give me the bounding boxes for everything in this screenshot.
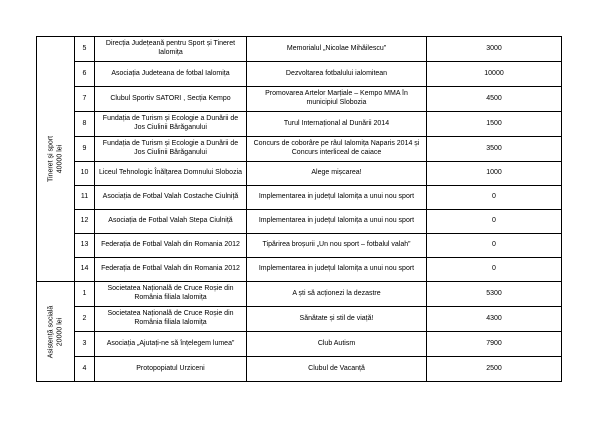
grants-table (36, 36, 562, 382)
organization-cell: Liceul Tehnologic Înălțarea Domnului Slobozia (95, 162, 247, 186)
project-cell: Turul Internațional al Dunării 2014 (247, 112, 427, 137)
category-name: Tineret și sport (46, 135, 54, 183)
table-row (37, 162, 562, 186)
table-row (37, 137, 562, 162)
organization-cell: Clubul Sportiv SATORI , Secția Kempo (95, 87, 247, 112)
amount-cell: 5300 (427, 282, 562, 307)
table-row (37, 210, 562, 234)
amount-cell: 0 (427, 186, 562, 210)
project-cell: Tipărirea broșurii „Un nou sport – fotbalul valah” (247, 234, 427, 258)
row-number: 8 (75, 112, 95, 137)
amount-cell: 0 (427, 234, 562, 258)
row-number: 14 (75, 258, 95, 282)
row-number: 7 (75, 87, 95, 112)
organization-cell: Federația de Fotbal Valah din Romania 2012 (95, 258, 247, 282)
row-number: 2 (75, 307, 95, 332)
row-number: 6 (75, 62, 95, 87)
table-row (37, 234, 562, 258)
amount-cell: 0 (427, 210, 562, 234)
table-row (37, 307, 562, 332)
amount-cell: 1500 (427, 112, 562, 137)
category-cell (37, 282, 75, 382)
project-cell: A ști să acționezi la dezastre (247, 282, 427, 307)
organization-cell: Fundația de Turism și Ecologie a Dunării de Jos Ciulinii Bărăganului (95, 137, 247, 162)
amount-cell: 3500 (427, 137, 562, 162)
row-number: 3 (75, 332, 95, 357)
table-row (37, 186, 562, 210)
table-row (37, 282, 562, 307)
amount-cell: 1000 (427, 162, 562, 186)
amount-cell: 4500 (427, 87, 562, 112)
project-cell: Implementarea in județul Ialomița a unui nou sport (247, 258, 427, 282)
table-row (37, 332, 562, 357)
row-number: 1 (75, 282, 95, 307)
grants-table-body (37, 37, 562, 382)
project-cell: Memorialul „Nicolae Mihăilescu” (247, 37, 427, 62)
organization-cell: Fundația de Turism și Ecologie a Dunării de Jos Ciulinii Bărăganului (95, 112, 247, 137)
organization-cell: Asociația „Ajutați-ne să înțelegem lumea” (95, 332, 247, 357)
row-number: 12 (75, 210, 95, 234)
organization-cell: Asociația de Fotbal Valah Costache Ciulniță (95, 186, 247, 210)
table-row (37, 258, 562, 282)
project-cell: Alege mișcarea! (247, 162, 427, 186)
row-number: 5 (75, 37, 95, 62)
category-cell (37, 37, 75, 282)
organization-cell: Asociația Judeteana de fotbal Ialomița (95, 62, 247, 87)
table-row (37, 357, 562, 382)
organization-cell: Asociația de Fotbal Valah Stepa Ciulniță (95, 210, 247, 234)
project-cell: Sănătate și stil de viață! (247, 307, 427, 332)
row-number: 11 (75, 186, 95, 210)
organization-cell: Direcția Județeană pentru Sport și Tineret Ialomița (95, 37, 247, 62)
project-cell: Concurs de coborâre pe râul Ialomița Naparis 2014 și Concurs interliceal de caiace (247, 137, 427, 162)
category-name: Asistență socială (46, 305, 54, 358)
project-cell: Dezvoltarea fotbalului ialomitean (247, 62, 427, 87)
organization-cell: Federația de Fotbal Valah din Romania 2012 (95, 234, 247, 258)
category-total: 20000 lei (55, 317, 63, 346)
category-label (47, 136, 65, 182)
project-cell: Implementarea in județul Ialomița a unui nou sport (247, 186, 427, 210)
amount-cell: 2500 (427, 357, 562, 382)
project-cell: Clubul de Vacanță (247, 357, 427, 382)
amount-cell: 7900 (427, 332, 562, 357)
amount-cell: 4300 (427, 307, 562, 332)
table-row (37, 87, 562, 112)
organization-cell: Societatea Națională de Cruce Roșie din România filiala Ialomița (95, 307, 247, 332)
amount-cell: 3000 (427, 37, 562, 62)
row-number: 10 (75, 162, 95, 186)
organization-cell: Societatea Națională de Cruce Roșie din România filiala Ialomița (95, 282, 247, 307)
project-cell: Promovarea Artelor Marțiale – Kempo MMA în municipiul Slobozia (247, 87, 427, 112)
project-cell: Implementarea in județul Ialomița a unui nou sport (247, 210, 427, 234)
row-number: 4 (75, 357, 95, 382)
table-row (37, 112, 562, 137)
amount-cell: 10000 (427, 62, 562, 87)
category-label (47, 305, 65, 358)
amount-cell: 0 (427, 258, 562, 282)
project-cell: Club Autism (247, 332, 427, 357)
table-row (37, 37, 562, 62)
table-row (37, 62, 562, 87)
category-total: 40000 lei (55, 144, 63, 174)
row-number: 13 (75, 234, 95, 258)
row-number: 9 (75, 137, 95, 162)
organization-cell: Protopopiatul Urziceni (95, 357, 247, 382)
